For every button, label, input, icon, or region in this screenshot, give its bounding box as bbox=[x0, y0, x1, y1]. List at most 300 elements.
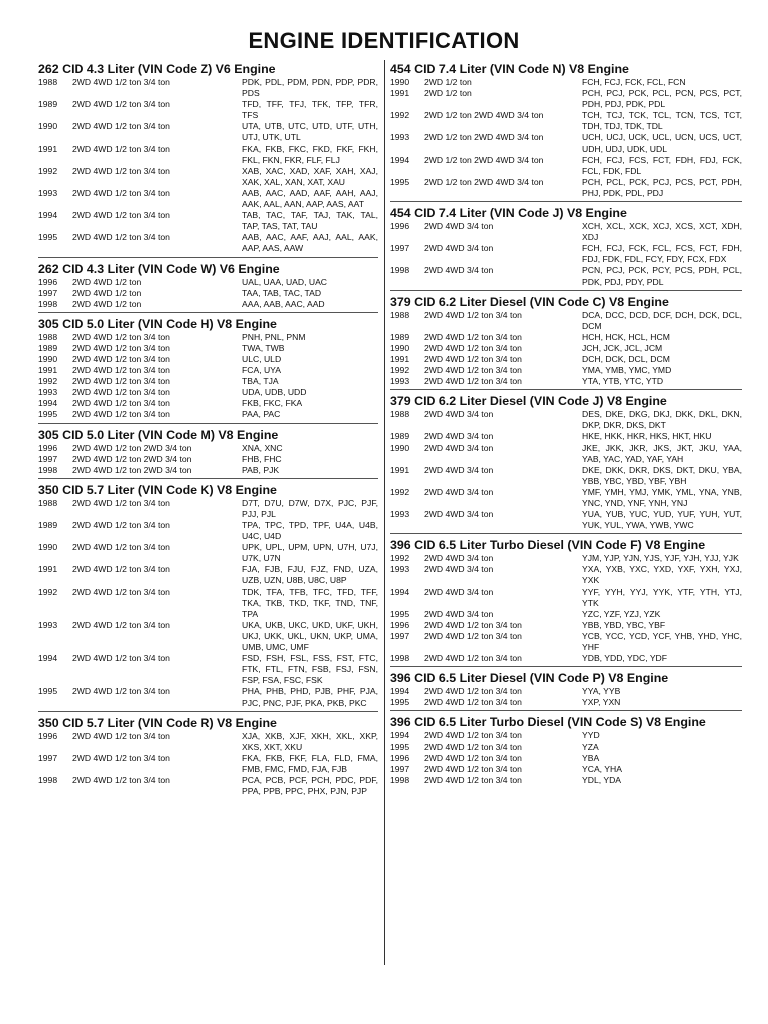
engine-codes: YDB, YDD, YDC, YDF bbox=[582, 653, 668, 664]
engine-row bbox=[390, 265, 742, 287]
engine-drive: 2WD 4WD 1/2 ton 3/4 ton bbox=[424, 741, 522, 752]
engine-row bbox=[390, 343, 742, 354]
engine-codes: PDK, PDL, PDM, PDN, PDP, PDR, PDS bbox=[242, 77, 378, 99]
engine-year: 1990 bbox=[38, 121, 58, 132]
engine-year: 1988 bbox=[38, 77, 58, 87]
engine-year: 1988 bbox=[390, 409, 410, 420]
engine-drive: 2WD 4WD 1/2 ton 3/4 ton bbox=[72, 564, 170, 575]
engine-codes: PHA, PHB, PHD, PJB, PHF, PJA, PJC, PNC, PJF, PKA, PKB, PKC bbox=[242, 686, 378, 708]
engine-drive: 2WD 4WD 1/2 ton bbox=[72, 287, 142, 298]
engine-row bbox=[390, 354, 742, 365]
engine-drive: 2WD 4WD 1/2 ton 3/4 ton bbox=[72, 331, 170, 342]
engine-drive: 2WD 4WD 3/4 ton bbox=[424, 431, 494, 442]
engine-drive: 2WD 4WD 1/2 ton 2WD 3/4 ton bbox=[72, 464, 192, 475]
engine-drive: 2WD 4WD 1/2 ton 3/4 ton bbox=[72, 752, 170, 763]
engine-row bbox=[390, 376, 742, 387]
engine-year: 1998 bbox=[390, 265, 410, 276]
engine-codes: YCB, YCC, YCD, YCF, YHB, YHD, YHC, YHF bbox=[582, 630, 742, 653]
engine-year: 1991 bbox=[390, 464, 410, 475]
engine-drive: 2WD 4WD 3/4 ton bbox=[424, 553, 494, 564]
engine-year: 1988 bbox=[390, 309, 410, 320]
engine-section bbox=[38, 62, 378, 258]
engine-year: 1997 bbox=[38, 287, 58, 298]
engine-codes: FHB, FHC bbox=[242, 453, 282, 464]
engine-year: 1992 bbox=[390, 553, 410, 564]
engine-drive: 2WD 4WD 1/2 ton bbox=[72, 276, 142, 287]
engine-year: 1996 bbox=[38, 442, 58, 453]
engine-codes: YYA, YYB bbox=[582, 686, 621, 697]
engine-row bbox=[38, 620, 378, 653]
engine-year: 1992 bbox=[390, 486, 410, 497]
engine-codes: HKE, HKK, HKR, HKS, HKT, HKU bbox=[582, 431, 712, 442]
engine-section-title: 350 CID 5.7 Liter (VIN Code K) V8 Engine bbox=[38, 482, 277, 497]
engine-codes: PAA, PAC bbox=[242, 409, 281, 420]
engine-drive: 2WD 4WD 1/2 ton 3/4 ton bbox=[72, 121, 170, 132]
engine-codes: PCH, PCJ, PCK, PCL, PCN, PCS, PCT, PDH, PDJ, PDK, PDL bbox=[582, 88, 742, 110]
engine-drive: 2WD 4WD 1/2 ton 3/4 ton bbox=[424, 630, 522, 641]
engine-year: 1994 bbox=[38, 398, 58, 409]
engine-row bbox=[38, 365, 378, 376]
engine-year: 1988 bbox=[38, 331, 58, 342]
engine-drive: 2WD 1/2 ton 2WD 4WD 3/4 ton bbox=[424, 110, 544, 121]
engine-year: 1988 bbox=[38, 497, 58, 508]
engine-year: 1993 bbox=[38, 387, 58, 398]
engine-drive: 2WD 4WD 1/2 ton 3/4 ton bbox=[424, 752, 522, 763]
engine-year: 1992 bbox=[38, 376, 58, 387]
engine-year: 1997 bbox=[390, 763, 410, 774]
engine-row bbox=[390, 686, 742, 697]
engine-drive: 2WD 4WD 3/4 ton bbox=[424, 564, 494, 575]
engine-codes: UPK, UPL, UPM, UPN, U7H, U7J, U7K, U7N bbox=[242, 542, 378, 564]
engine-year: 1997 bbox=[390, 243, 410, 254]
engine-codes: JCH, JCK, JCL, JCM bbox=[582, 342, 663, 353]
engine-codes: TPA, TPC, TPD, TPF, U4A, U4B, U4C, U4D bbox=[242, 520, 378, 542]
engine-row bbox=[390, 487, 742, 509]
engine-codes: HCH, HCK, HCL, HCM bbox=[582, 331, 670, 342]
engine-codes: YBB, YBD, YBC, YBF bbox=[582, 619, 666, 630]
engine-row bbox=[390, 243, 742, 265]
engine-codes: YYF, YYH, YYJ, YYK, YTF, YTH, YTJ, YTK bbox=[582, 586, 742, 608]
engine-codes: PNH, PNL, PNM bbox=[242, 331, 306, 342]
engine-row bbox=[390, 155, 742, 177]
engine-row bbox=[390, 443, 742, 465]
engine-codes: YDL, YDA bbox=[582, 774, 622, 785]
engine-drive: 2WD 4WD 3/4 ton bbox=[424, 464, 494, 475]
engine-row bbox=[38, 387, 378, 398]
engine-section-title: 305 CID 5.0 Liter (VIN Code H) V8 Engine bbox=[38, 316, 277, 331]
engine-year: 1993 bbox=[38, 187, 58, 198]
engine-drive: 2WD 4WD 3/4 ton bbox=[424, 586, 494, 597]
engine-codes: FKB, FKC, FKA bbox=[242, 398, 303, 409]
engine-drive: 2WD 4WD 1/2 ton 3/4 ton bbox=[72, 165, 170, 176]
engine-drive: 2WD 4WD 1/2 ton 3/4 ton bbox=[72, 774, 170, 785]
engine-year: 1995 bbox=[390, 176, 410, 187]
engine-row bbox=[38, 354, 378, 365]
engine-codes: DKE, DKK, DKR, DKS, DKT, DKU, YBA, YBB, YBC, YBD, YBF, YBH bbox=[582, 464, 742, 486]
engine-row bbox=[38, 409, 378, 420]
engine-drive: 2WD 4WD 1/2 ton 3/4 ton bbox=[72, 398, 170, 409]
engine-row bbox=[390, 564, 742, 586]
engine-codes: UTA, UTB, UTC, UTD, UTF, UTH, UTJ, UTK, UTL bbox=[242, 121, 378, 143]
engine-codes: FCH, FCJ, FCS, FCT, FDH, FDJ, FCK, FCL, FDK, FDL bbox=[582, 154, 742, 176]
engine-codes: YXP, YXN bbox=[582, 697, 621, 708]
engine-year: 1989 bbox=[38, 99, 58, 110]
engine-codes: AAB, AAC, AAF, AAJ, AAL, AAK, AAP, AAS, AAW bbox=[242, 232, 378, 254]
engine-drive: 2WD 4WD 1/2 ton 3/4 ton bbox=[424, 365, 522, 376]
engine-section-title: 396 CID 6.5 Liter Diesel (VIN Code P) V8 Engine bbox=[390, 671, 669, 686]
engine-year: 1998 bbox=[38, 464, 58, 475]
engine-codes: JKE, JKK, JKR, JKS, JKT, JKU, YAA, YAB, YAC, YAD, YAF, YAH bbox=[582, 442, 742, 464]
engine-drive: 2WD 4WD 1/2 ton 3/4 ton bbox=[424, 686, 522, 697]
engine-year: 1991 bbox=[390, 353, 410, 364]
engine-codes: UCH, UCJ, UCK, UCL, UCN, UCS, UCT, UDH, UDJ, UDK, UDL bbox=[582, 132, 742, 154]
engine-year: 1994 bbox=[390, 730, 410, 741]
engine-drive: 2WD 4WD 1/2 ton 3/4 ton bbox=[424, 619, 522, 630]
engine-year: 1998 bbox=[38, 298, 58, 309]
engine-codes: YXA, YXB, YXC, YXD, YXF, YXH, YXJ, YXK bbox=[582, 564, 742, 586]
engine-drive: 2WD 1/2 ton bbox=[424, 88, 472, 99]
engine-year: 1990 bbox=[38, 353, 58, 364]
engine-row bbox=[38, 653, 378, 686]
engine-drive: 2WD 4WD 1/2 ton 3/4 ton bbox=[424, 309, 522, 320]
engine-year: 1990 bbox=[390, 442, 410, 453]
engine-section bbox=[38, 317, 378, 424]
engine-section-title: 379 CID 6.2 Liter Diesel (VIN Code J) V8 Engine bbox=[390, 394, 667, 409]
engine-section bbox=[390, 295, 742, 391]
engine-year: 1991 bbox=[390, 88, 410, 99]
engine-drive: 2WD 4WD 1/2 ton 3/4 ton bbox=[72, 686, 170, 697]
engine-drive: 2WD 4WD 1/2 ton 3/4 ton bbox=[72, 187, 170, 198]
engine-section-title: 396 CID 6.5 Liter Turbo Diesel (VIN Code S) V8 Engine bbox=[390, 715, 706, 730]
engine-drive: 2WD 1/2 ton 2WD 4WD 3/4 ton bbox=[424, 176, 544, 187]
engine-codes: YMA, YMB, YMC, YMD bbox=[582, 365, 672, 376]
engine-year: 1993 bbox=[390, 376, 410, 387]
engine-year: 1995 bbox=[390, 697, 410, 708]
engine-drive: 2WD 4WD 3/4 ton bbox=[424, 509, 494, 520]
engine-drive: 2WD 4WD 1/2 ton 3/4 ton bbox=[424, 342, 522, 353]
engine-drive: 2WD 4WD 1/2 ton 3/4 ton bbox=[72, 143, 170, 154]
engine-codes: FKA, FKB, FKF, FLA, FLD, FMA, FMB, FMC, FMD, FJA, FJB bbox=[242, 752, 378, 774]
engine-row bbox=[38, 121, 378, 143]
engine-codes: AAB, AAC, AAD, AAF, AAH, AAJ, AAK, AAL, AAN, AAP, AAS, AAT bbox=[242, 187, 378, 210]
engine-year: 1994 bbox=[390, 154, 410, 165]
engine-drive: 2WD 4WD 1/2 ton 3/4 ton bbox=[72, 730, 170, 741]
engine-codes: YUA, YUB, YUC, YUD, YUF, YUH, YUT, YUK, YUL, YWA, YWB, YWC bbox=[582, 509, 742, 531]
engine-row bbox=[38, 454, 378, 465]
engine-year: 1996 bbox=[390, 752, 410, 763]
engine-row bbox=[38, 775, 378, 797]
engine-drive: 2WD 4WD 1/2 ton 3/4 ton bbox=[72, 409, 170, 420]
engine-codes: FSD, FSH, FSL, FSS, FST, FTC, FTK, FTL, FTN, FSB, FSJ, FSN, FSP, FSA, FSC, FSK bbox=[242, 653, 378, 686]
engine-row bbox=[390, 764, 742, 775]
engine-row bbox=[390, 465, 742, 487]
engine-year: 1994 bbox=[38, 653, 58, 664]
engine-year: 1991 bbox=[38, 143, 58, 154]
engine-section-title: 350 CID 5.7 Liter (VIN Code R) V8 Engine bbox=[38, 715, 277, 730]
engine-row bbox=[390, 177, 742, 199]
engine-year: 1995 bbox=[38, 409, 58, 420]
engine-year: 1992 bbox=[390, 110, 410, 121]
engine-year: 1990 bbox=[390, 342, 410, 353]
engine-codes: TWA, TWB bbox=[242, 342, 285, 353]
engine-row bbox=[390, 365, 742, 376]
engine-year: 1994 bbox=[390, 686, 410, 697]
engine-codes: YZC, YZF, YZJ, YZK bbox=[582, 608, 661, 619]
engine-section-title: 262 CID 4.3 Liter (VIN Code Z) V6 Engine bbox=[38, 62, 276, 76]
engine-section bbox=[390, 62, 742, 202]
engine-row bbox=[390, 409, 742, 431]
engine-row bbox=[390, 609, 742, 620]
engine-codes: FCH, FCJ, FCK, FCL, FCN bbox=[582, 77, 686, 87]
engine-codes: ULC, ULD bbox=[242, 353, 282, 364]
engine-row bbox=[38, 343, 378, 354]
engine-year: 1996 bbox=[390, 221, 410, 232]
engine-year: 1995 bbox=[38, 232, 58, 243]
engine-section bbox=[390, 394, 742, 534]
engine-row bbox=[390, 77, 742, 88]
column-divider bbox=[384, 60, 385, 965]
engine-drive: 2WD 4WD 1/2 ton 3/4 ton bbox=[424, 353, 522, 364]
engine-row bbox=[38, 77, 378, 99]
engine-drive: 2WD 4WD 3/4 ton bbox=[424, 221, 494, 232]
engine-section bbox=[38, 428, 378, 479]
engine-codes: DES, DKE, DKG, DKJ, DKK, DKL, DKN, DKP, DKR, DKS, DKT bbox=[582, 409, 742, 431]
engine-row bbox=[38, 520, 378, 542]
engine-codes: XCH, XCL, XCK, XCJ, XCS, XCT, XDH, XDJ bbox=[582, 221, 742, 243]
engine-row bbox=[38, 753, 378, 775]
right-column bbox=[390, 62, 742, 792]
engine-row bbox=[390, 775, 742, 786]
engine-year: 1996 bbox=[390, 619, 410, 630]
engine-section-title: 454 CID 7.4 Liter (VIN Code N) V8 Engine bbox=[390, 62, 629, 76]
engine-row bbox=[38, 542, 378, 564]
engine-row bbox=[38, 498, 378, 520]
engine-section bbox=[38, 716, 378, 800]
engine-year: 1998 bbox=[390, 653, 410, 664]
engine-row bbox=[38, 99, 378, 121]
engine-year: 1990 bbox=[38, 542, 58, 553]
engine-drive: 2WD 4WD 3/4 ton bbox=[424, 409, 494, 420]
engine-year: 1989 bbox=[38, 520, 58, 530]
engine-codes: PAB, PJK bbox=[242, 464, 280, 475]
engine-codes: PCA, PCB, PCF, PCH, PDC, PDF, PPA, PPB, PPC, PHX, PJN, PJP bbox=[242, 774, 378, 797]
engine-codes: AAA, AAB, AAC, AAD bbox=[242, 298, 325, 309]
engine-drive: 2WD 4WD 1/2 ton 3/4 ton bbox=[72, 387, 170, 398]
engine-codes: D7T, D7U, D7W, D7X, PJC, PJF, PJJ, PJL bbox=[242, 497, 378, 519]
engine-codes: TAB, TAC, TAF, TAJ, TAK, TAL, TAP, TAS, TAT, TAU bbox=[242, 210, 378, 232]
engine-section-title: 396 CID 6.5 Liter Turbo Diesel (VIN Code F) V8 Engine bbox=[390, 538, 706, 553]
engine-codes: XJA, XKB, XJF, XKH, XKL, XKP, XKS, XKT, XKU bbox=[242, 730, 378, 752]
engine-codes: YBA bbox=[582, 752, 600, 763]
engine-codes: TFD, TFF, TFJ, TFK, TFP, TFR, TFS bbox=[242, 99, 378, 121]
engine-row bbox=[38, 587, 378, 620]
engine-year: 1989 bbox=[38, 342, 58, 353]
engine-row bbox=[390, 620, 742, 631]
engine-codes: TAA, TAB, TAC, TAD bbox=[242, 287, 322, 298]
engine-row bbox=[390, 742, 742, 753]
engine-year: 1990 bbox=[390, 77, 410, 87]
engine-section bbox=[390, 206, 742, 291]
engine-year: 1995 bbox=[38, 686, 58, 697]
engine-drive: 2WD 4WD 1/2 ton 2WD 3/4 ton bbox=[72, 453, 192, 464]
engine-drive: 2WD 4WD 1/2 ton 3/4 ton bbox=[72, 77, 170, 87]
engine-row bbox=[38, 564, 378, 586]
engine-drive: 2WD 4WD 1/2 ton 3/4 ton bbox=[424, 774, 522, 785]
engine-drive: 2WD 4WD 3/4 ton bbox=[424, 442, 494, 453]
engine-section bbox=[390, 538, 742, 667]
engine-section-title: 305 CID 5.0 Liter (VIN Code M) V8 Engine bbox=[38, 427, 279, 442]
engine-row bbox=[390, 587, 742, 609]
engine-year: 1991 bbox=[38, 365, 58, 376]
engine-row bbox=[38, 465, 378, 476]
left-column bbox=[38, 62, 378, 803]
engine-drive: 2WD 4WD 1/2 ton 3/4 ton bbox=[72, 376, 170, 387]
engine-codes: DCH, DCK, DCL, DCM bbox=[582, 353, 670, 364]
engine-drive: 2WD 4WD 1/2 ton 2WD 3/4 ton bbox=[72, 442, 192, 453]
engine-drive: 2WD 4WD 1/2 ton 3/4 ton bbox=[72, 365, 170, 376]
engine-year: 1998 bbox=[390, 774, 410, 785]
engine-section-title: 262 CID 4.3 Liter (VIN Code W) V6 Engine bbox=[38, 261, 280, 276]
engine-drive: 2WD 4WD 3/4 ton bbox=[424, 265, 494, 276]
engine-drive: 2WD 4WD 1/2 ton 3/4 ton bbox=[72, 342, 170, 353]
engine-year: 1996 bbox=[38, 276, 58, 287]
engine-row bbox=[390, 332, 742, 343]
engine-row bbox=[390, 631, 742, 653]
engine-row bbox=[38, 188, 378, 210]
engine-drive: 2WD 4WD 1/2 ton 3/4 ton bbox=[424, 331, 522, 342]
engine-drive: 2WD 4WD 1/2 ton 3/4 ton bbox=[72, 210, 170, 221]
engine-drive: 2WD 1/2 ton bbox=[424, 77, 472, 87]
engine-codes: TDK, TFA, TFB, TFC, TFD, TFF, TKA, TKB, TKD, TKF, TND, TNF, TPA bbox=[242, 586, 378, 619]
engine-year: 1997 bbox=[38, 453, 58, 464]
engine-drive: 2WD 4WD 1/2 ton 3/4 ton bbox=[72, 586, 170, 597]
engine-row bbox=[38, 277, 378, 288]
engine-drive: 2WD 4WD 3/4 ton bbox=[424, 486, 494, 497]
engine-section bbox=[38, 483, 378, 712]
engine-section bbox=[390, 715, 742, 787]
engine-codes: FKA, FKB, FKC, FKD, FKF, FKH, FKL, FKN, FKR, FLF, FLJ bbox=[242, 143, 378, 165]
engine-drive: 2WD 4WD 1/2 ton 3/4 ton bbox=[72, 542, 170, 553]
engine-codes: YCA, YHA bbox=[582, 763, 622, 774]
engine-row bbox=[38, 299, 378, 310]
engine-row bbox=[38, 166, 378, 188]
engine-drive: 2WD 4WD 1/2 ton 3/4 ton bbox=[72, 619, 170, 630]
engine-codes: TCH, TCJ, TCK, TCL, TCN, TCS, TCT, TDH, TDJ, TDK, TDL bbox=[582, 110, 742, 132]
engine-row bbox=[390, 697, 742, 708]
engine-codes: YMF, YMH, YMJ, YMK, YML, YNA, YNB, YNC, YND, YNF, YNH, YNJ bbox=[582, 486, 742, 508]
engine-codes: YZA bbox=[582, 741, 599, 752]
engine-row bbox=[38, 232, 378, 254]
engine-row bbox=[390, 653, 742, 664]
engine-row bbox=[390, 753, 742, 764]
engine-drive: 2WD 4WD 1/2 ton 3/4 ton bbox=[72, 497, 170, 508]
engine-row bbox=[390, 221, 742, 243]
engine-year: 1992 bbox=[38, 165, 58, 176]
engine-row bbox=[38, 443, 378, 454]
engine-row bbox=[38, 376, 378, 387]
engine-codes: UKA, UKB, UKC, UKD, UKF, UKH, UKJ, UKK, UKL, UKN, UKP, UMA, UMB, UMC, UMF bbox=[242, 619, 378, 653]
engine-codes: FJA, FJB, FJU, FJZ, FND, UZA, UZB, UZN, U8B, U8C, U8P bbox=[242, 564, 378, 586]
engine-codes: UDA, UDB, UDD bbox=[242, 387, 307, 398]
engine-codes: FCA, UYA bbox=[242, 365, 281, 376]
engine-year: 1994 bbox=[38, 210, 58, 221]
engine-year: 1992 bbox=[390, 365, 410, 376]
engine-year: 1993 bbox=[390, 132, 410, 143]
engine-codes: DCA, DCC, DCD, DCF, DCH, DCK, DCL, DCM bbox=[582, 309, 742, 331]
engine-year: 1993 bbox=[38, 619, 58, 630]
engine-drive: 2WD 1/2 ton 2WD 4WD 3/4 ton bbox=[424, 154, 544, 165]
engine-section bbox=[390, 671, 742, 711]
engine-drive: 2WD 4WD 3/4 ton bbox=[424, 608, 494, 619]
engine-drive: 2WD 4WD 1/2 ton 3/4 ton bbox=[72, 99, 170, 110]
engine-drive: 2WD 4WD 1/2 ton 3/4 ton bbox=[424, 376, 522, 387]
engine-drive: 2WD 4WD 1/2 ton 3/4 ton bbox=[72, 232, 170, 243]
engine-year: 1989 bbox=[390, 431, 410, 442]
engine-codes: PCN, PCJ, PCK, PCY, PCS, PDH, PCL, PDK, PDJ, PDY, PDL bbox=[582, 265, 742, 287]
engine-drive: 2WD 4WD 3/4 ton bbox=[424, 243, 494, 254]
engine-year: 1993 bbox=[390, 564, 410, 575]
engine-year: 1997 bbox=[390, 630, 410, 641]
engine-drive: 2WD 1/2 ton 2WD 4WD 3/4 ton bbox=[424, 132, 544, 143]
engine-drive: 2WD 4WD 1/2 ton 3/4 ton bbox=[72, 353, 170, 364]
engine-row bbox=[390, 431, 742, 442]
engine-codes: UAL, UAA, UAD, UAC bbox=[242, 276, 328, 287]
engine-row bbox=[390, 88, 742, 110]
engine-row bbox=[38, 144, 378, 166]
engine-row bbox=[38, 686, 378, 708]
engine-year: 1989 bbox=[390, 331, 410, 342]
engine-section-title: 379 CID 6.2 Liter Diesel (VIN Code C) V8 Engine bbox=[390, 294, 669, 309]
engine-row bbox=[38, 398, 378, 409]
engine-year: 1995 bbox=[390, 608, 410, 619]
engine-row bbox=[38, 288, 378, 299]
engine-year: 1993 bbox=[390, 509, 410, 520]
engine-drive: 2WD 4WD 1/2 ton 3/4 ton bbox=[424, 763, 522, 774]
page-title: ENGINE IDENTIFICATION bbox=[248, 28, 520, 53]
engine-codes: TBA, TJA bbox=[242, 376, 279, 387]
engine-drive: 2WD 4WD 1/2 ton 3/4 ton bbox=[424, 653, 522, 664]
engine-year: 1994 bbox=[390, 586, 410, 597]
engine-row bbox=[390, 509, 742, 531]
engine-codes: YJM, YJP, YJN, YJS, YJF, YJH, YJJ, YJK bbox=[582, 553, 739, 564]
engine-codes: FCH, FCJ, FCK, FCL, FCS, FCT, FDH, FDJ, FDK, FDL, FCY, FDY, FCX, FDX bbox=[582, 243, 742, 265]
engine-row bbox=[38, 731, 378, 753]
engine-year: 1991 bbox=[38, 564, 58, 575]
engine-row bbox=[390, 553, 742, 564]
engine-drive: 2WD 4WD 1/2 ton 3/4 ton bbox=[424, 730, 522, 741]
engine-year: 1992 bbox=[38, 586, 58, 597]
engine-codes: YYD bbox=[582, 730, 600, 741]
engine-year: 1995 bbox=[390, 741, 410, 752]
engine-row bbox=[38, 210, 378, 232]
engine-row bbox=[390, 132, 742, 154]
engine-row bbox=[390, 310, 742, 332]
engine-codes: YTA, YTB, YTC, YTD bbox=[582, 376, 664, 387]
engine-year: 1997 bbox=[38, 752, 58, 763]
engine-drive: 2WD 4WD 1/2 ton 3/4 ton bbox=[72, 653, 170, 664]
engine-codes: PCH, PCL, PCK, PCJ, PCS, PCT, PDH, PHJ, PDK, PDL, PDJ bbox=[582, 176, 742, 198]
engine-codes: XAB, XAC, XAD, XAF, XAH, XAJ, XAK, XAL, XAN, XAT, XAU bbox=[242, 165, 378, 187]
engine-drive: 2WD 4WD 1/2 ton 3/4 ton bbox=[72, 520, 170, 530]
engine-drive: 2WD 4WD 1/2 ton 3/4 ton bbox=[424, 697, 522, 708]
engine-section-title: 454 CID 7.4 Liter (VIN Code J) V8 Engine bbox=[390, 206, 627, 221]
engine-row bbox=[390, 730, 742, 741]
engine-row bbox=[390, 110, 742, 132]
engine-drive: 2WD 4WD 1/2 ton bbox=[72, 298, 142, 309]
engine-row bbox=[38, 332, 378, 343]
engine-section bbox=[38, 262, 378, 313]
engine-codes: XNA, XNC bbox=[242, 442, 283, 453]
